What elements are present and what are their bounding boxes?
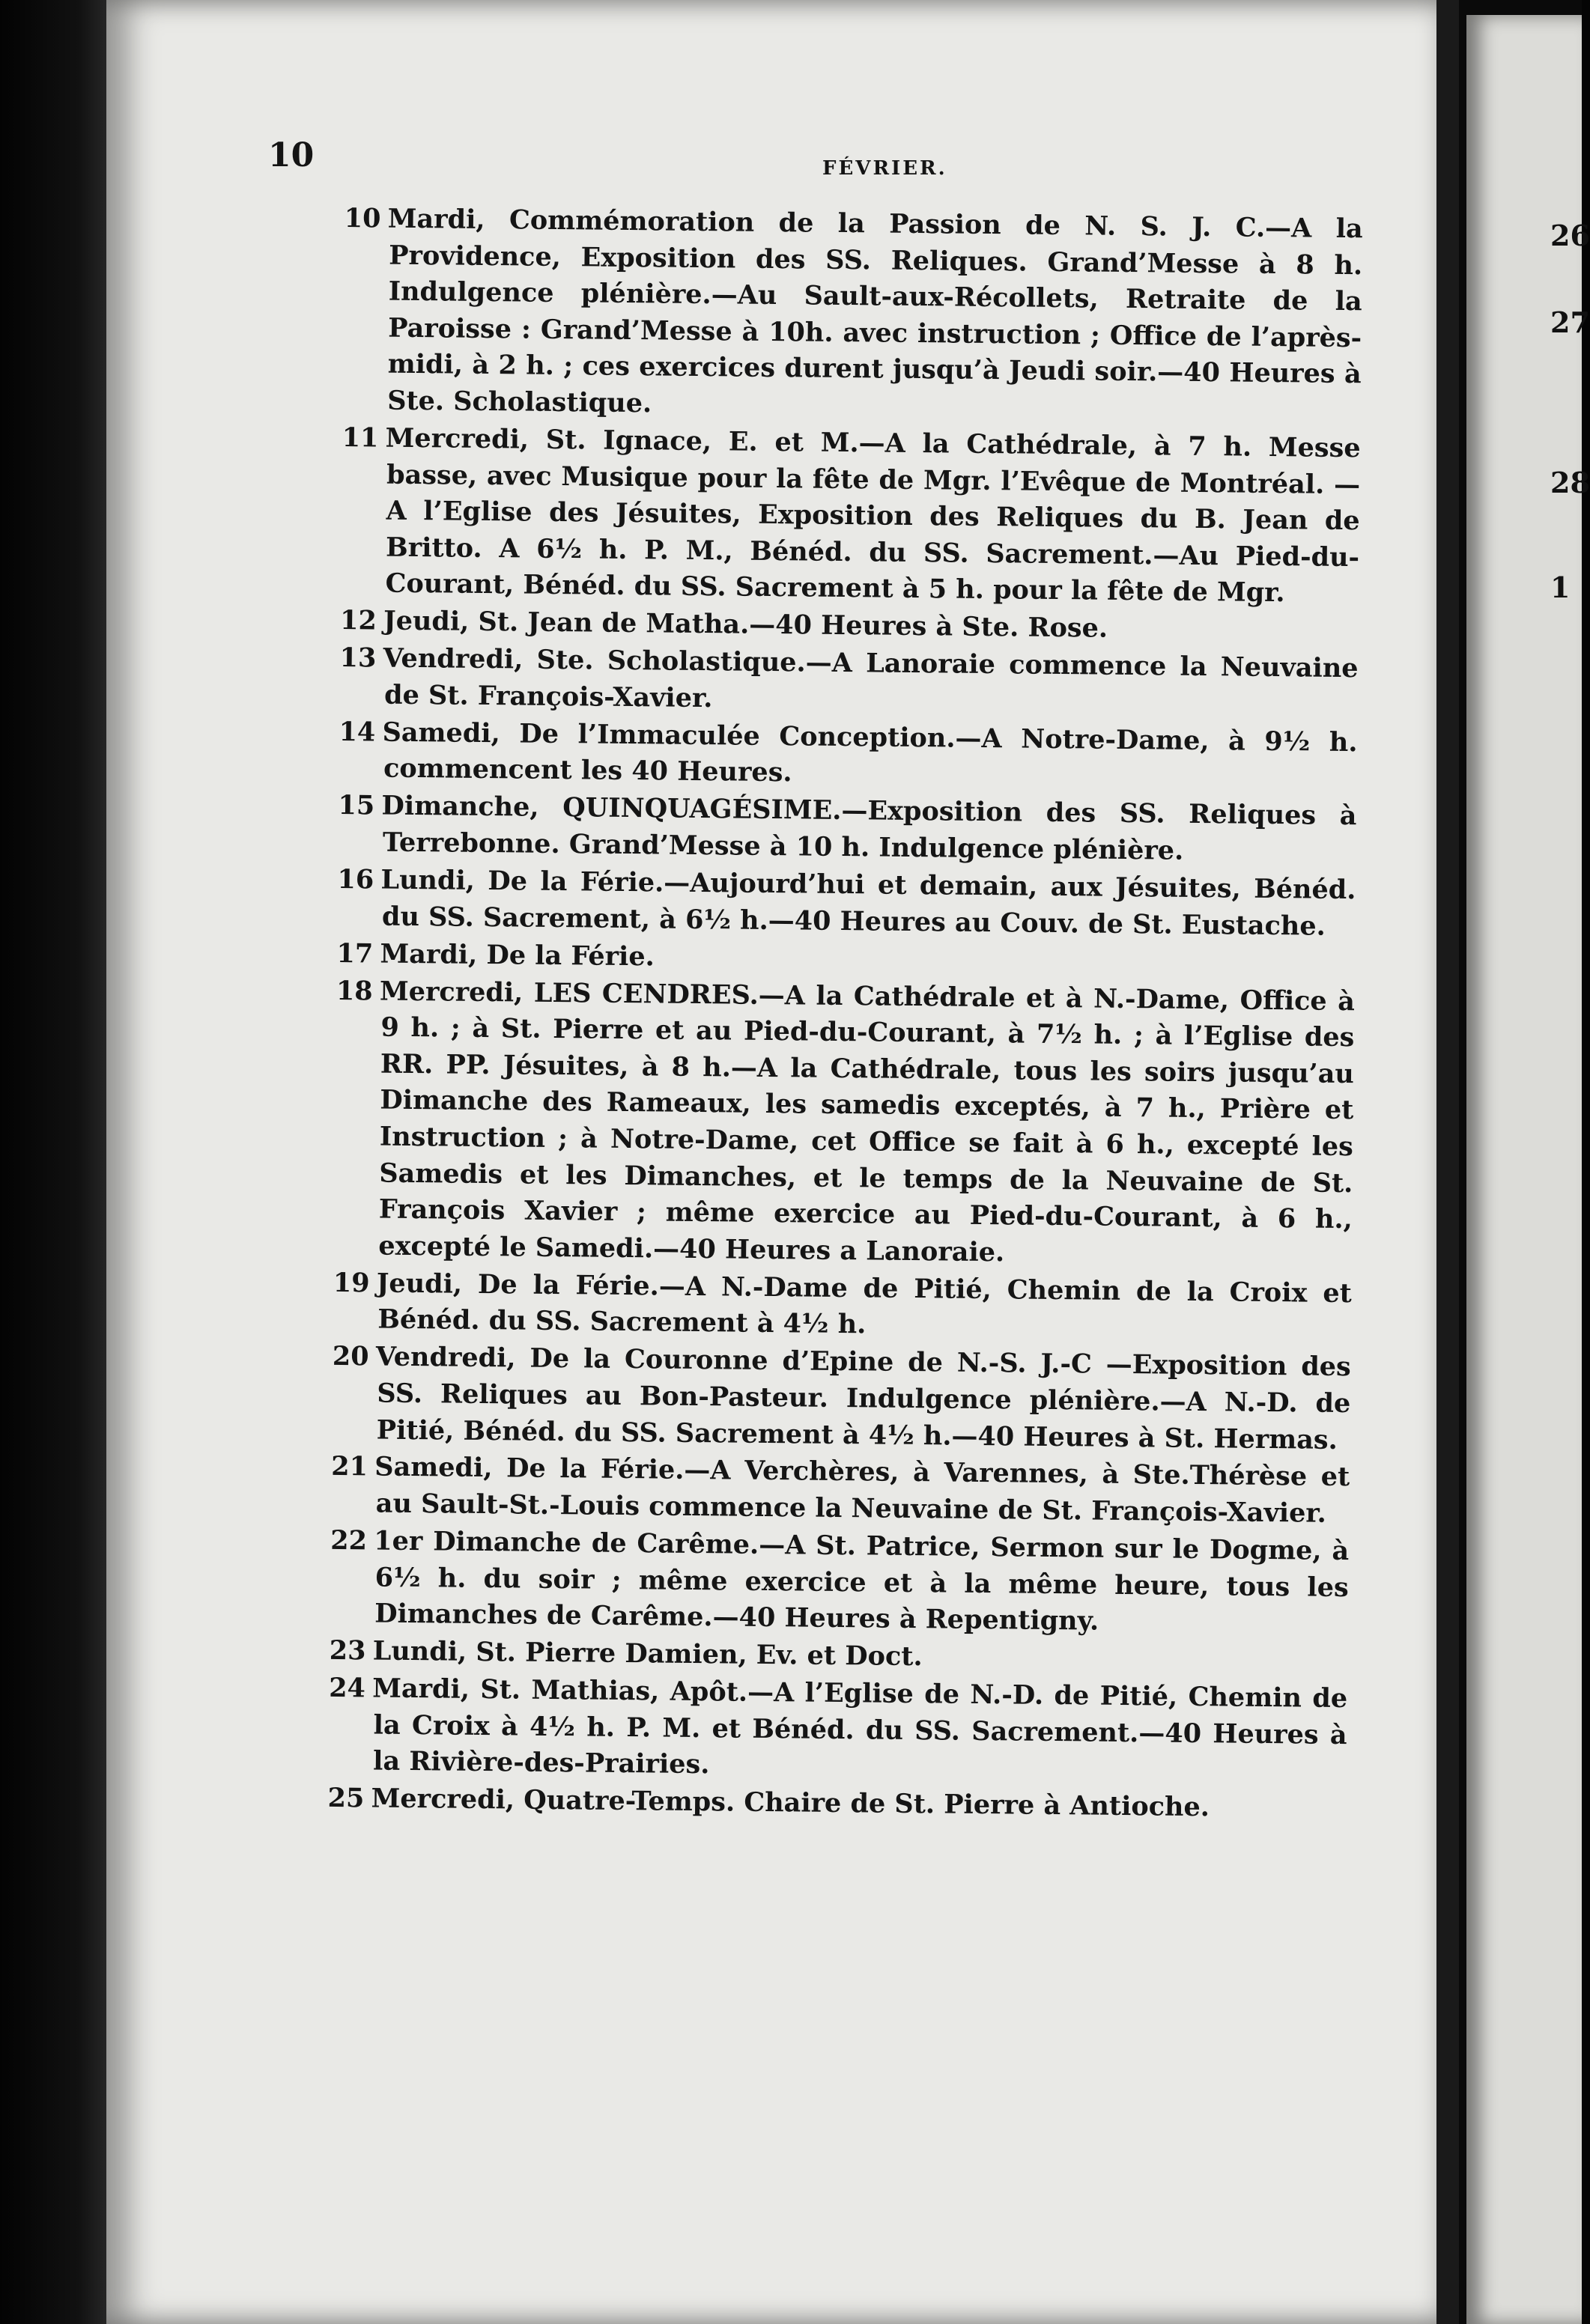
entry-day: 12 — [339, 605, 377, 636]
left-scan-border — [0, 0, 112, 2324]
calendar-entry — [333, 1265, 1352, 1348]
entry-text: Mercredi, Quatre-Temps. Chaire de St. Pierre à Antioche. — [371, 1783, 1210, 1823]
calendar-entry — [339, 640, 1359, 723]
entry-text: Lundi, St. Pierre Damien, Ev. et Doct. — [372, 1635, 923, 1673]
entry-text: Dimanche, QUINQUAGÉSIME.—Exposition des SS. Reliques à Terrebonne. Grand’Messe à 10 h. Indulgence plénière. — [381, 791, 1357, 866]
calendar-entry — [333, 973, 1355, 1275]
entry-day: 23 — [329, 1635, 366, 1667]
facing-page-number: 28 — [1550, 466, 1590, 499]
facing-page-number: 26 — [1550, 219, 1590, 252]
calendar-entry — [342, 201, 1363, 430]
entry-day: 24 — [328, 1673, 366, 1704]
facing-page-number: 27 — [1550, 305, 1590, 339]
entry-day: 15 — [338, 790, 375, 821]
entry-text: Jeudi, St. Jean de Matha.—40 Heures à Ste. Rose. — [383, 605, 1108, 645]
entry-text: Mardi, Commémoration de la Passion de N. S. J. C.—A la Providence, Exposition des SS. Reliques. Grand’Messe à 8 h. Indulgence plénière.—Au Sault-aux-Récollets, Retraite de la Paroisse : Grand’Messe à 10h. avec instruction ; Office de l’après-midi, à 2 h. ; ces exercices durent jusqu’à Jeudi soir.—40 Heures à Ste. Scholastique. — [386, 203, 1363, 419]
entry-day: 19 — [333, 1267, 370, 1299]
entry-day: 22 — [330, 1524, 368, 1557]
entry-day: 25 — [327, 1783, 365, 1814]
calendar-entry — [328, 1670, 1347, 1790]
entry-day: 18 — [336, 975, 373, 1007]
entry-day: 21 — [331, 1451, 368, 1482]
entry-day: 13 — [339, 642, 377, 674]
entry-text: Vendredi, Ste. Scholastique.—A Lanoraie commence la Neuvaine de St. François-Xavier. — [383, 642, 1359, 714]
calendar-entry — [340, 420, 1360, 612]
calendar-entry — [339, 714, 1358, 797]
calendar-entry — [331, 1449, 1350, 1532]
entry-day: 11 — [342, 422, 379, 454]
entry-text: Jeudi, De la Férie.—A N.-Dame de Pitié, Chemin de la Croix et Bénéd. du SS. Sacrement à 4½ h. — [376, 1268, 1353, 1340]
entry-text: Mercredi, LES CENDRES.—A la Cathédrale et à N.-Dame, Office à 9 h. ; à St. Pierre et au Pied-du-Courant, à 7½ h. ; à l’Eglise des RR. PP. Jésuites, à 8 h.—A la Cathédrale, tous les soirs jusqu’au Dimanche des Rameaux, les samedis exceptés, à 7 h., Prière et Instruction ; à Notre-Dame, cet Office se fait à 6 h., excepté les Samedis et les Dimanches, et le temps de la Neuvaine de St. François Xavier ; même exercice au Pied-du-Courant, à 6 h., excepté le Samedi.—40 Heures a Lanoraie. — [378, 976, 1356, 1268]
entry-text: Mercredi, St. Ignace, E. et M.—A la Cathédrale, à 7 h. Messe basse, avec Musique pour la fête de Mgr. l’Evêque de Montréal. —A l’Eglise des Jésuites, Exposition des Reliques du B. Jean de Britto. A 6½ h. P. M., Bénéd. du SS. Sacrement.—Au Pied-du-Courant, Bénéd. du SS. Sacrement à 5 h. pour la fête de Mgr. — [385, 422, 1361, 609]
entry-day: 10 — [344, 202, 381, 234]
calendar-entry — [330, 1523, 1349, 1643]
entry-text: Vendredi, De la Couronne d’Epine de N.-S. J.-C —Exposition des SS. Reliques au Bon-Pasteur. Indulgence plénière.—A N.-D. de Pitié, Bénéd. du SS. Sacrement à 4½ h.—40 Heures à St. Hermas. — [375, 1341, 1351, 1455]
running-head: FÉVRIER. — [822, 157, 947, 180]
calendar-entry — [338, 788, 1357, 871]
page-number: 10 — [268, 136, 315, 174]
calendar-entries — [327, 201, 1363, 1828]
facing-page-edge — [1466, 15, 1582, 2324]
entry-text: Mardi, St. Mathias, Apôt.—A l’Eglise de N.-D. de Pitié, Chemin de la Croix à 4½ h. P. M. et Bénéd. du SS. Sacrement.—40 Heures à la Rivière-des-Prairies. — [371, 1673, 1348, 1780]
entry-text: Samedi, De la Férie.—A Verchères, à Varennes, à Ste.Thérèse et au Sault-St.-Louis commence la Neuvaine de St. François-Xavier. — [374, 1452, 1350, 1529]
calendar-entry — [332, 1339, 1351, 1458]
entry-text: Lundi, De la Férie.—Aujourd’hui et demain, aux Jésuites, Bénéd. du SS. Sacrement, à 6½ h.—40 Heures au Couv. de St. Eustache. — [380, 864, 1356, 942]
facing-page-number: 1 — [1550, 571, 1571, 604]
entry-text: 1er Dimanche de Carême.—A St. Patrice, Sermon sur le Dogme, à 6½ h. du soir ; même exercice et à la même heure, tous les Dimanches de Carême.—40 Heures à Repentigny. — [374, 1525, 1350, 1637]
book-gutter — [1436, 0, 1459, 2324]
entry-text: Samedi, De l’Immaculée Conception.—A Notre-Dame, à 9½ h. commencent les 40 Heures. — [382, 717, 1358, 788]
entry-day: 17 — [336, 937, 374, 970]
entry-day: 20 — [332, 1341, 369, 1372]
entry-day: 14 — [339, 716, 376, 748]
entry-day: 16 — [337, 863, 374, 895]
entry-text: Mardi, De la Férie. — [380, 938, 655, 972]
calendar-entry — [337, 862, 1356, 945]
